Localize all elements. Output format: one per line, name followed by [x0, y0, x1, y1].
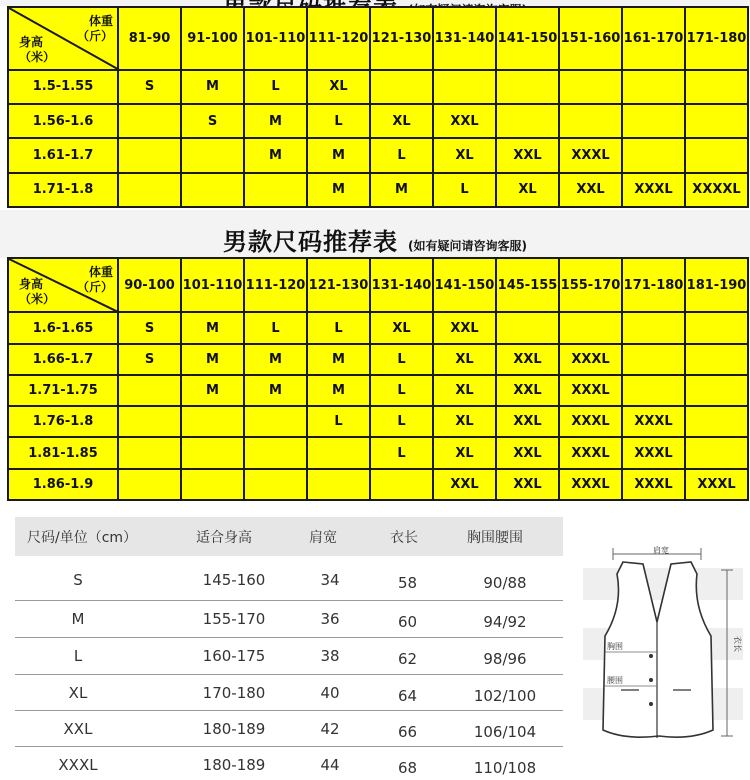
chest-waist-value: 90/88 — [483, 574, 527, 592]
size-cell — [244, 437, 307, 468]
size-cell: M — [244, 344, 307, 375]
weight-range-header: 111-120 — [244, 258, 307, 312]
weight-unit: （斤） — [76, 29, 113, 43]
size-cell: XL — [433, 406, 496, 437]
weight-unit: （斤） — [76, 280, 113, 294]
size-cell — [685, 437, 748, 468]
size-cell — [307, 469, 370, 500]
length-value: 68 — [397, 759, 418, 777]
size-cell: S — [118, 70, 181, 104]
weight-label: 体重 — [88, 265, 113, 279]
header-row — [8, 7, 748, 70]
size-cell: S — [118, 312, 181, 343]
size-row — [8, 344, 748, 375]
size-cell — [496, 70, 559, 104]
size-cell: M — [181, 70, 244, 104]
size-cell: M — [370, 173, 433, 207]
height-unit: （米） — [19, 292, 56, 307]
size-cell — [622, 70, 685, 104]
weight-range-header: 131-140 — [433, 7, 496, 70]
size-cell: XXXL — [559, 437, 622, 468]
size-cell: M — [244, 104, 307, 138]
size-row — [8, 173, 748, 207]
size-cell — [622, 312, 685, 343]
size-cell: XL — [433, 375, 496, 406]
size-cell: XXL — [496, 138, 559, 172]
height-label: 身高 — [19, 277, 44, 292]
size-cell: XL — [307, 70, 370, 104]
chest-waist-value: 106/104 — [473, 723, 537, 741]
size-value: M — [71, 610, 85, 628]
header-fit-height: 适合身高 — [196, 530, 252, 546]
size-cell — [118, 469, 181, 500]
chest-waist-value: 102/100 — [473, 687, 537, 705]
weight-range-header: 161-170 — [622, 7, 685, 70]
size-cell — [685, 104, 748, 138]
size-cell: XXXL — [622, 406, 685, 437]
size-cell — [496, 104, 559, 138]
size-cell — [118, 138, 181, 172]
height-range-cell: 1.71-1.8 — [8, 173, 118, 207]
size-cell: XXL — [496, 437, 559, 468]
size-cell — [370, 70, 433, 104]
size-cell: XXXL — [622, 173, 685, 207]
corner-header-cell — [8, 258, 118, 312]
weight-range-header: 145-155 — [496, 258, 559, 312]
size-cell: M — [307, 344, 370, 375]
size-cell — [307, 437, 370, 468]
size-cell — [181, 469, 244, 500]
weight-range-header: 141-150 — [496, 7, 559, 70]
size-cell: XXL — [496, 469, 559, 500]
height-range-cell: 1.6-1.65 — [8, 312, 118, 343]
size-cell — [181, 173, 244, 207]
size-cell: L — [370, 375, 433, 406]
size-cell: M — [244, 375, 307, 406]
size-cell — [559, 104, 622, 138]
size-cell: S — [181, 104, 244, 138]
mens-size-title — [0, 222, 750, 257]
size-cell: XL — [370, 104, 433, 138]
size-row — [8, 469, 748, 500]
fit-height-value: 160-175 — [202, 647, 266, 665]
height-range-cell: 1.86-1.9 — [8, 469, 118, 500]
size-cell: XXXXL — [685, 173, 748, 207]
size-cell: M — [181, 375, 244, 406]
length-value: 58 — [397, 574, 418, 592]
height-range-cell: 1.71-1.75 — [8, 375, 118, 406]
size-cell: M — [307, 138, 370, 172]
header-row — [8, 258, 748, 312]
height-range-cell: 1.61-1.7 — [8, 138, 118, 172]
shoulder-label: 肩宽 — [653, 546, 669, 555]
weight-range-header: 121-130 — [307, 258, 370, 312]
size-row — [8, 375, 748, 406]
chest-waist-value: 94/92 — [483, 613, 527, 631]
height-label: 身高 — [19, 34, 44, 49]
weight-range-header: 141-150 — [433, 258, 496, 312]
height-range-cell: 1.56-1.6 — [8, 104, 118, 138]
size-cell — [685, 70, 748, 104]
size-cell: XXL — [496, 375, 559, 406]
corner-header-cell — [8, 7, 118, 70]
size-cell: M — [244, 138, 307, 172]
size-value: XXXL — [58, 756, 98, 774]
shoulder-value: 40 — [320, 684, 340, 702]
weight-range-header: 131-140 — [370, 258, 433, 312]
weight-range-header: 171-180 — [685, 7, 748, 70]
vest-diagram — [583, 540, 743, 754]
weight-range-header: 90-100 — [118, 258, 181, 312]
size-cell: XXXL — [559, 469, 622, 500]
table2-title: 男款尺码推荐表 — [223, 228, 398, 256]
size-cell: L — [307, 406, 370, 437]
height-range-cell: 1.76-1.8 — [8, 406, 118, 437]
size-cell: L — [244, 312, 307, 343]
shoulder-value: 34 — [320, 571, 340, 589]
size-cell — [370, 469, 433, 500]
size-cell: L — [370, 138, 433, 172]
height-range-cell: 1.81-1.85 — [8, 437, 118, 468]
size-cell — [685, 312, 748, 343]
size-row — [8, 406, 748, 437]
size-cell: XL — [433, 344, 496, 375]
size-cell: XXL — [433, 104, 496, 138]
fit-height-value: 170-180 — [202, 684, 266, 702]
size-cell — [244, 406, 307, 437]
size-cell: L — [433, 173, 496, 207]
fit-height-value: 180-189 — [202, 720, 266, 738]
size-cell: XXL — [433, 312, 496, 343]
length-value: 62 — [397, 650, 418, 668]
shoulder-value: 42 — [320, 720, 340, 738]
weight-range-header: 155-170 — [559, 258, 622, 312]
size-value: S — [73, 571, 83, 589]
size-cell — [559, 312, 622, 343]
size-cell — [244, 173, 307, 207]
height-range-cell: 1.5-1.55 — [8, 70, 118, 104]
size-value: XXL — [63, 720, 93, 738]
size-cell — [118, 104, 181, 138]
size-cell: XXXL — [622, 437, 685, 468]
weight-range-header: 181-190 — [685, 258, 748, 312]
size-cell — [622, 375, 685, 406]
size-cell: XL — [433, 138, 496, 172]
size-cell: M — [307, 375, 370, 406]
size-value: XL — [68, 684, 88, 702]
size-cell — [622, 138, 685, 172]
size-cell: XL — [370, 312, 433, 343]
size-cell: M — [307, 173, 370, 207]
size-row — [8, 70, 748, 104]
shoulder-value: 38 — [320, 647, 340, 665]
size-cell: XXL — [496, 344, 559, 375]
length-label: 衣长 — [733, 636, 742, 652]
size-cell — [244, 469, 307, 500]
size-cell — [496, 312, 559, 343]
weight-range-header: 171-180 — [622, 258, 685, 312]
size-cell: XXXL — [559, 375, 622, 406]
size-cell — [685, 344, 748, 375]
header-size-unit: 尺码/单位（cm） — [27, 530, 138, 546]
chest-waist-value: 110/108 — [473, 759, 537, 777]
mens-size-recommendation-table — [7, 257, 749, 501]
height-unit: （米） — [19, 49, 56, 64]
header-length: 衣长 — [390, 530, 418, 546]
size-recommendation-table-1 — [7, 6, 749, 208]
size-cell: L — [370, 344, 433, 375]
size-row — [8, 104, 748, 138]
size-cell — [181, 406, 244, 437]
weight-range-header: 81-90 — [118, 7, 181, 70]
weight-range-header: 101-110 — [181, 258, 244, 312]
size-cell — [181, 437, 244, 468]
size-cell: S — [118, 344, 181, 375]
weight-range-header: 111-120 — [307, 7, 370, 70]
size-cell — [559, 70, 622, 104]
size-cell: XXXL — [622, 469, 685, 500]
size-row — [8, 312, 748, 343]
size-cell: L — [370, 437, 433, 468]
weight-label: 体重 — [88, 14, 113, 28]
fit-height-value: 180-189 — [202, 756, 266, 774]
size-cell — [685, 375, 748, 406]
header-shoulder: 肩宽 — [309, 530, 337, 546]
waist-label: 腰围 — [607, 676, 623, 685]
weight-range-header: 101-110 — [244, 7, 307, 70]
size-cell — [118, 437, 181, 468]
size-cell: L — [370, 406, 433, 437]
size-cell — [118, 406, 181, 437]
size-cell: L — [244, 70, 307, 104]
size-cell — [118, 375, 181, 406]
length-value: 64 — [397, 687, 418, 705]
chest-waist-value: 98/96 — [483, 650, 527, 668]
size-cell: XXL — [496, 406, 559, 437]
size-cell — [685, 406, 748, 437]
chest-label: 胸围 — [607, 642, 623, 651]
height-range-cell: 1.66-1.7 — [8, 344, 118, 375]
size-cell: M — [181, 344, 244, 375]
weight-range-header: 121-130 — [370, 7, 433, 70]
size-cell: XXXL — [685, 469, 748, 500]
size-cell: XXXL — [559, 344, 622, 375]
fit-height-value: 145-160 — [202, 571, 266, 589]
size-cell: XXL — [433, 469, 496, 500]
size-row — [8, 437, 748, 468]
size-cell: L — [307, 104, 370, 138]
length-value: 66 — [397, 723, 418, 741]
size-cell: L — [307, 312, 370, 343]
shoulder-value: 44 — [320, 756, 340, 774]
size-cell: XL — [433, 437, 496, 468]
weight-range-header: 91-100 — [181, 7, 244, 70]
fit-height-value: 155-170 — [202, 610, 266, 628]
weight-range-header: 151-160 — [559, 7, 622, 70]
size-cell — [433, 70, 496, 104]
header-chest-waist: 胸围腰围 — [467, 530, 523, 546]
size-cell — [181, 138, 244, 172]
size-cell — [118, 173, 181, 207]
shoulder-value: 36 — [320, 610, 340, 628]
length-value: 60 — [397, 613, 418, 631]
size-cell: XL — [496, 173, 559, 207]
size-cell: XXXL — [559, 138, 622, 172]
size-value: L — [73, 647, 83, 665]
size-cell — [622, 104, 685, 138]
size-cell — [685, 138, 748, 172]
size-cell: M — [181, 312, 244, 343]
size-cell: XXL — [559, 173, 622, 207]
size-cell: XXXL — [559, 406, 622, 437]
size-cell — [622, 344, 685, 375]
size-row — [8, 138, 748, 172]
table2-note: (如有疑问请咨询客服) — [408, 239, 527, 253]
